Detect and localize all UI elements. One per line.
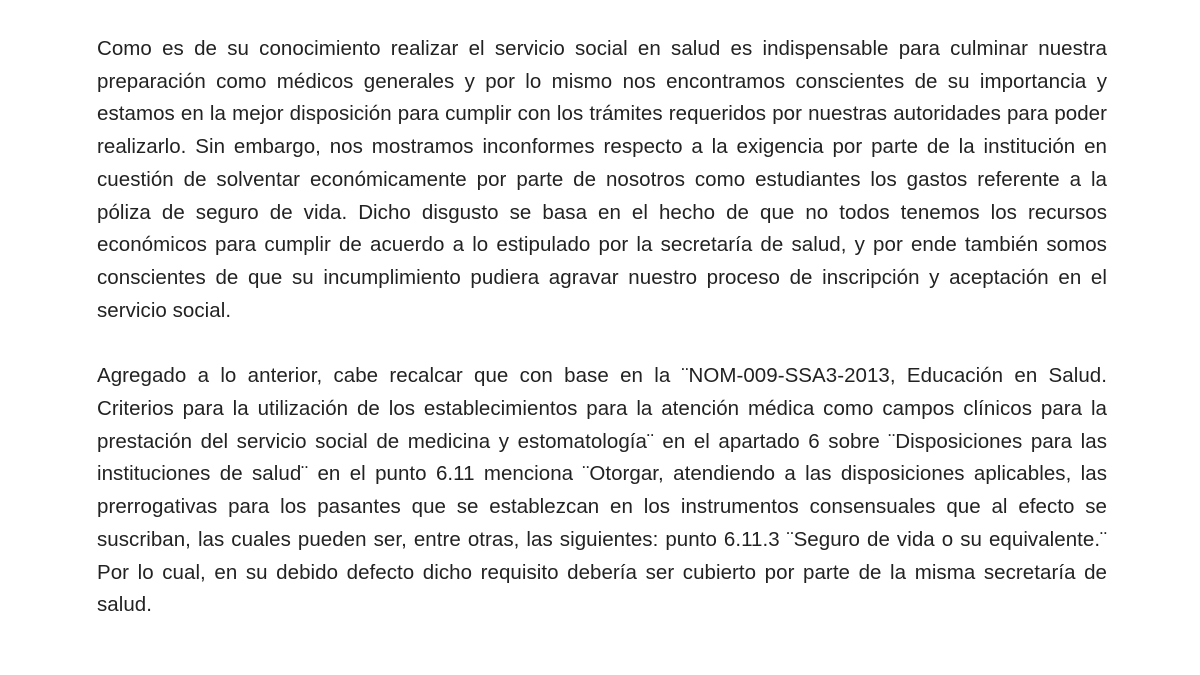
document-page: [97, 33, 1107, 622]
paragraph-1: Como es de su conocimiento realizar el servicio social en salud es indispensable para culminar nuestra preparación como médicos generales y por lo mismo nos encontramos conscientes de su importancia y estamos en la mejor disposición para cumplir con los trámites requeridos por nuestras autoridades para poder realizarlo. Sin embargo, nos mostramos inconformes respecto a la exigencia por parte de la institución en cuestión de solventar económicamente por parte de nosotros como estudiantes los gastos referente a la póliza de seguro de vida. Dicho disgusto se basa en el hecho de que no todos tenemos los recursos económicos para cumplir de acuerdo a lo estipulado por la secretaría de salud, y por ende también somos conscientes de que su incumplimiento pudiera agravar nuestro proceso de inscripción y aceptación en el servicio social.: [97, 37, 1107, 322]
paragraph-2: Agregado a lo anterior, cabe recalcar que con base en la ¨NOM-009-SSA3-2013, Educación en Salud. Criterios para la utilización de los establecimientos para la atención médica como campos clínicos para la prestación del servicio social de medicina y estomatología¨ en el apartado 6 sobre ¨Disposiciones para las instituciones de salud¨ en el punto 6.11 menciona ¨Otorgar, atendiendo a las disposiciones aplicables, las prerrogativas para los pasantes que se establezcan en los instrumentos consensuales que al efecto se suscriban, las cuales pueden ser, entre otras, las siguientes: punto 6.11.3 ¨Seguro de vida o su equivalente.¨ Por lo cual, en su debido defecto dicho requisito debería ser cubierto por parte de la misma secretaría de salud.: [97, 364, 1107, 617]
